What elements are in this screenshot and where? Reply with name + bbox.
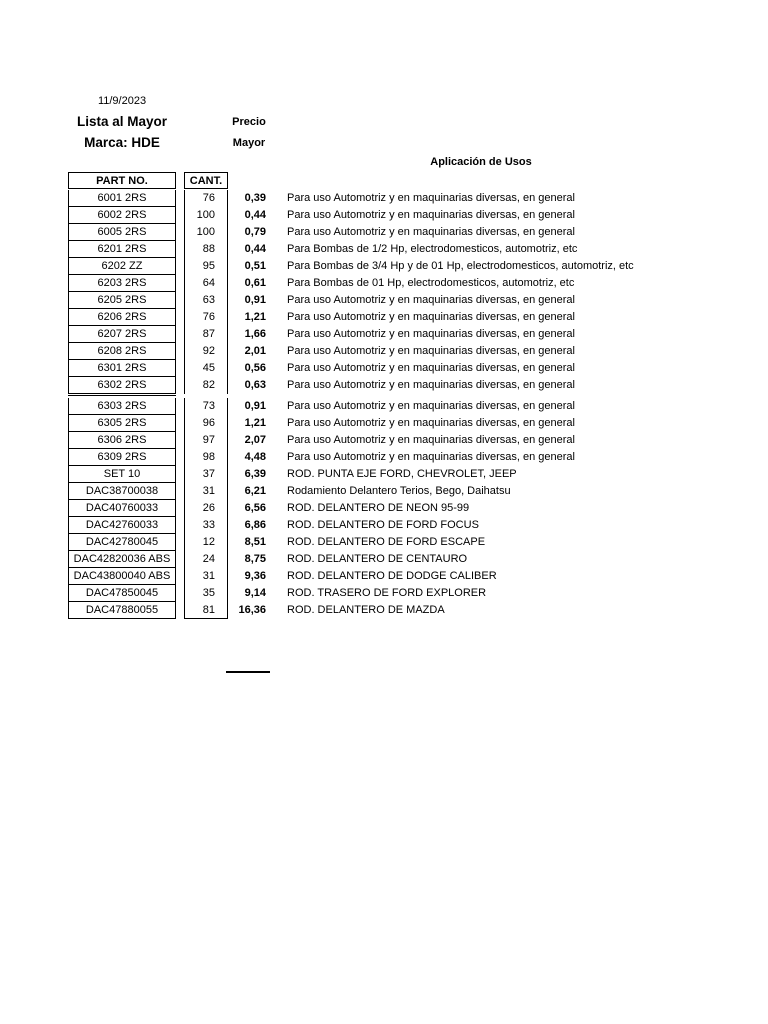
price-cell: 8,51	[244, 536, 266, 548]
application-cell: Para uso Automotriz y en maquinarias diversas, en general	[287, 192, 575, 204]
price-cell: 2,07	[244, 434, 266, 446]
part-number-cell: 6202 ZZ	[68, 258, 176, 275]
application-cell: Para uso Automotriz y en maquinarias diversas, en general	[287, 451, 575, 463]
application-cell: ROD. DELANTERO DE NEON 95-99	[287, 502, 470, 514]
quantity-cell: 45	[184, 360, 228, 377]
price-header-line2: Mayor	[232, 137, 266, 149]
part-number-cell: 6301 2RS	[68, 360, 176, 377]
part-number-cell: 6201 2RS	[68, 241, 176, 258]
application-cell: ROD. DELANTERO DE MAZDA	[287, 604, 445, 616]
quantity-cell: 100	[184, 207, 228, 224]
application-cell: Para uso Automotriz y en maquinarias diversas, en general	[287, 294, 575, 306]
part-number-cell: 6203 2RS	[68, 275, 176, 292]
quantity-cell: 98	[184, 449, 228, 466]
part-number-cell: DAC40760033	[68, 500, 176, 517]
price-cell: 0,44	[244, 209, 266, 221]
quantity-cell: 82	[184, 377, 228, 394]
part-number-cell: 6303 2RS	[68, 398, 176, 415]
quantity-cell: 31	[184, 568, 228, 585]
price-cell: 2,01	[244, 345, 266, 357]
quantity-cell: 63	[184, 292, 228, 309]
price-cell: 6,86	[244, 519, 266, 531]
price-cell: 1,66	[244, 328, 266, 340]
price-cell: 0,56	[244, 362, 266, 374]
brand-label: Marca: HDE	[84, 135, 160, 150]
application-cell: ROD. DELANTERO DE DODGE CALIBER	[287, 570, 497, 582]
application-cell: Para Bombas de 1/2 Hp, electrodomesticos, automotriz, etc	[287, 243, 578, 255]
quantity-cell: 64	[184, 275, 228, 292]
application-cell: Para uso Automotriz y en maquinarias diversas, en general	[287, 226, 575, 238]
part-number-cell: 6001 2RS	[68, 190, 176, 207]
application-cell: Para uso Automotriz y en maquinarias diversas, en general	[287, 362, 575, 374]
application-cell: Para Bombas de 3/4 Hp y de 01 Hp, electrodomesticos, automotriz, etc	[287, 260, 634, 272]
quantity-cell: 37	[184, 466, 228, 483]
quantity-cell: 87	[184, 326, 228, 343]
part-number-cell: 6305 2RS	[68, 415, 176, 432]
quantity-cell: 12	[184, 534, 228, 551]
price-cell: 0,91	[244, 294, 266, 306]
part-number-cell: DAC47880055	[68, 602, 176, 619]
application-cell: ROD. DELANTERO DE FORD FOCUS	[287, 519, 479, 531]
part-number-cell: 6306 2RS	[68, 432, 176, 449]
part-number-cell: DAC42760033	[68, 517, 176, 534]
part-number-cell: 6309 2RS	[68, 449, 176, 466]
price-cell: 4,48	[244, 451, 266, 463]
quantity-cell: 100	[184, 224, 228, 241]
document-date: 11/9/2023	[97, 95, 147, 107]
application-cell: Para uso Automotriz y en maquinarias diversas, en general	[287, 345, 575, 357]
application-cell: Para uso Automotriz y en maquinarias diversas, en general	[287, 328, 575, 340]
application-cell: Para uso Automotriz y en maquinarias diversas, en general	[287, 311, 575, 323]
price-cell: 0,63	[244, 379, 266, 391]
price-cell: 0,51	[244, 260, 266, 272]
price-cell: 1,21	[244, 417, 266, 429]
price-cell: 8,75	[244, 553, 266, 565]
price-cell: 9,36	[244, 570, 266, 582]
price-cell: 0,39	[244, 192, 266, 204]
quantity-cell: 88	[184, 241, 228, 258]
price-cell: 6,39	[244, 468, 266, 480]
table-row-separator	[68, 395, 176, 396]
quantity-cell: 26	[184, 500, 228, 517]
part-number-cell: DAC42820036 ABS	[68, 551, 176, 568]
part-number-cell: DAC42780045	[68, 534, 176, 551]
quantity-cell: 97	[184, 432, 228, 449]
application-cell: Para uso Automotriz y en maquinarias diversas, en general	[287, 400, 575, 412]
price-cell: 9,14	[244, 587, 266, 599]
application-cell: Para Bombas de 01 Hp, electrodomesticos, automotriz, etc	[287, 277, 575, 289]
price-cell: 16,36	[238, 604, 266, 616]
quantity-cell: 33	[184, 517, 228, 534]
price-cell: 1,21	[244, 311, 266, 323]
price-cell: 0,79	[244, 226, 266, 238]
quantity-cell: 96	[184, 415, 228, 432]
part-number-cell: DAC43800040 ABS	[68, 568, 176, 585]
quantity-cell: 76	[184, 309, 228, 326]
part-number-cell: SET 10	[68, 466, 176, 483]
quantity-cell: 24	[184, 551, 228, 568]
cant-column-header: CANT.	[184, 172, 228, 189]
application-cell: ROD. TRASERO DE FORD EXPLORER	[287, 587, 487, 599]
footer-divider	[226, 671, 270, 673]
part-number-cell: 6205 2RS	[68, 292, 176, 309]
application-cell: Para uso Automotriz y en maquinarias diversas, en general	[287, 379, 575, 391]
quantity-cell: 73	[184, 398, 228, 415]
price-cell: 0,44	[244, 243, 266, 255]
application-cell: Para uso Automotriz y en maquinarias diversas, en general	[287, 417, 575, 429]
part-number-cell: DAC38700038	[68, 483, 176, 500]
application-header: Aplicación de Usos	[430, 156, 532, 168]
part-number-cell: 6208 2RS	[68, 343, 176, 360]
application-cell: ROD. PUNTA EJE FORD, CHEVROLET, JEEP	[287, 468, 517, 480]
price-cell: 0,91	[244, 400, 266, 412]
quantity-cell: 92	[184, 343, 228, 360]
application-cell: ROD. DELANTERO DE CENTAURO	[287, 553, 468, 565]
part-no-column-header: PART NO.	[68, 172, 176, 189]
quantity-cell: 81	[184, 602, 228, 619]
application-cell: Rodamiento Delantero Terios, Bego, Daihatsu	[287, 485, 511, 497]
document-title: Lista al Mayor	[76, 114, 168, 129]
application-cell: ROD. DELANTERO DE FORD ESCAPE	[287, 536, 486, 548]
part-number-cell: 6005 2RS	[68, 224, 176, 241]
part-number-cell: 6207 2RS	[68, 326, 176, 343]
application-cell: Para uso Automotriz y en maquinarias diversas, en general	[287, 434, 575, 446]
quantity-cell: 76	[184, 190, 228, 207]
quantity-cell: 35	[184, 585, 228, 602]
quantity-cell: 95	[184, 258, 228, 275]
price-cell: 6,21	[244, 485, 266, 497]
price-cell: 0,61	[244, 277, 266, 289]
part-number-cell: 6002 2RS	[68, 207, 176, 224]
price-header-line1: Precio	[232, 116, 266, 128]
part-number-cell: 6302 2RS	[68, 377, 176, 394]
part-number-cell: DAC47850045	[68, 585, 176, 602]
part-number-cell: 6206 2RS	[68, 309, 176, 326]
application-cell: Para uso Automotriz y en maquinarias diversas, en general	[287, 209, 575, 221]
price-cell: 6,56	[244, 502, 266, 514]
quantity-cell: 31	[184, 483, 228, 500]
